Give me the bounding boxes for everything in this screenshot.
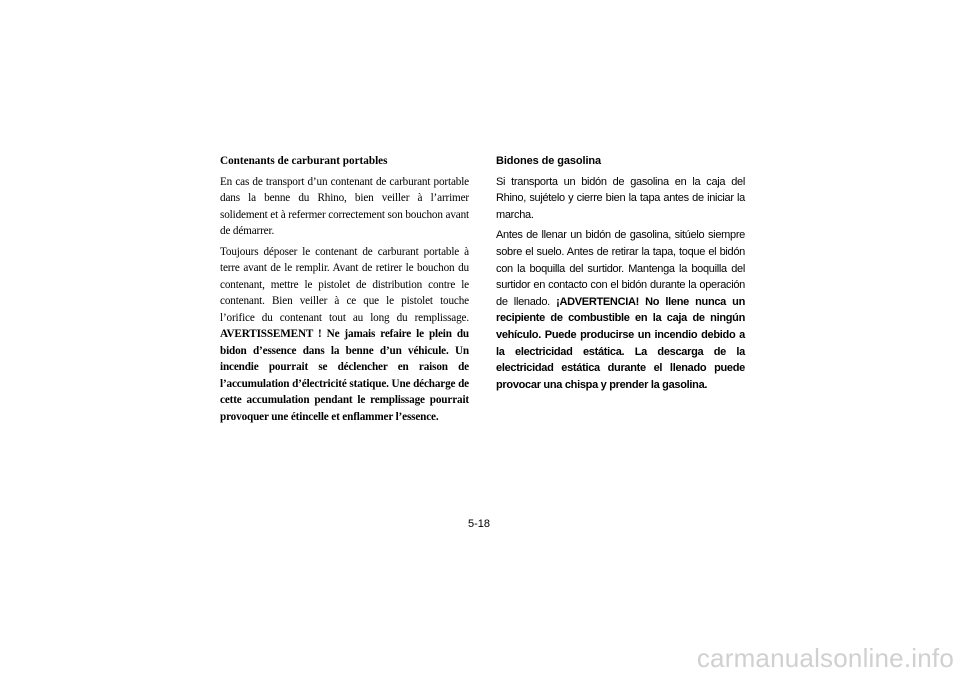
french-warning: AVERTISSEMENT ! Ne jamais refaire le plein du bidon d’essence dans la benne d’un véhicule. Un incendie pourrait se déclencher en raison de l’accumulation d’électricité statique. Une décharge de cette accumulation pendant le remplissage pourrait provoquer une étincelle et enflammer l’essence.	[220, 328, 469, 423]
spanish-column	[496, 153, 745, 397]
page-number: 5-18	[468, 518, 491, 530]
spanish-heading: Bidones de gasolina	[496, 155, 602, 167]
spanish-paragraph-2	[496, 227, 745, 393]
french-paragraph-2-text: Toujours déposer le contenant de carburant portable à terre avant de le remplir. Avant de retirer le bouchon du contenant, mettre le pistolet de distribution contre le contenant. Bien veiller à ce que le pistolet touche l’orifice du contenant tout au long du remplissage.	[220, 245, 469, 324]
spanish-warning: ¡ADVERTENCIA! No llene nunca un recipiente de combustible en la caja de ningún vehículo. Puede producirse un incendio debido a la electricidad estática. La descarga de la electricidad estática durante el llenado puede provocar una chispa y prender la gasolina.	[496, 295, 745, 391]
french-heading: Contenants de carburant portables	[220, 155, 388, 167]
french-paragraph-2	[220, 244, 469, 426]
french-paragraph-1: En cas de transport d’un contenant de carburant portable dans la benne du Rhino, bien veiller à l’arrimer solidement et à refermer correctement son bouchon avant de démarrer.	[220, 175, 469, 237]
spanish-paragraph-1: Si transporta un bidón de gasolina en la caja del Rhino, sujételo y cierre bien la tapa antes de iniciar la marcha.	[496, 175, 745, 221]
watermark: carmanualsonline.info	[696, 643, 954, 673]
french-column	[220, 153, 469, 429]
spanish-paragraph-2-text: Antes de llenar un bidón de gasolina, sitúelo siempre sobre el suelo. Antes de retirar la tapa, toque el bidón con la boquilla del surtidor. Mantenga la boquilla del surtidor en contacto con el bidón durante la operación de llenado.	[496, 229, 745, 308]
